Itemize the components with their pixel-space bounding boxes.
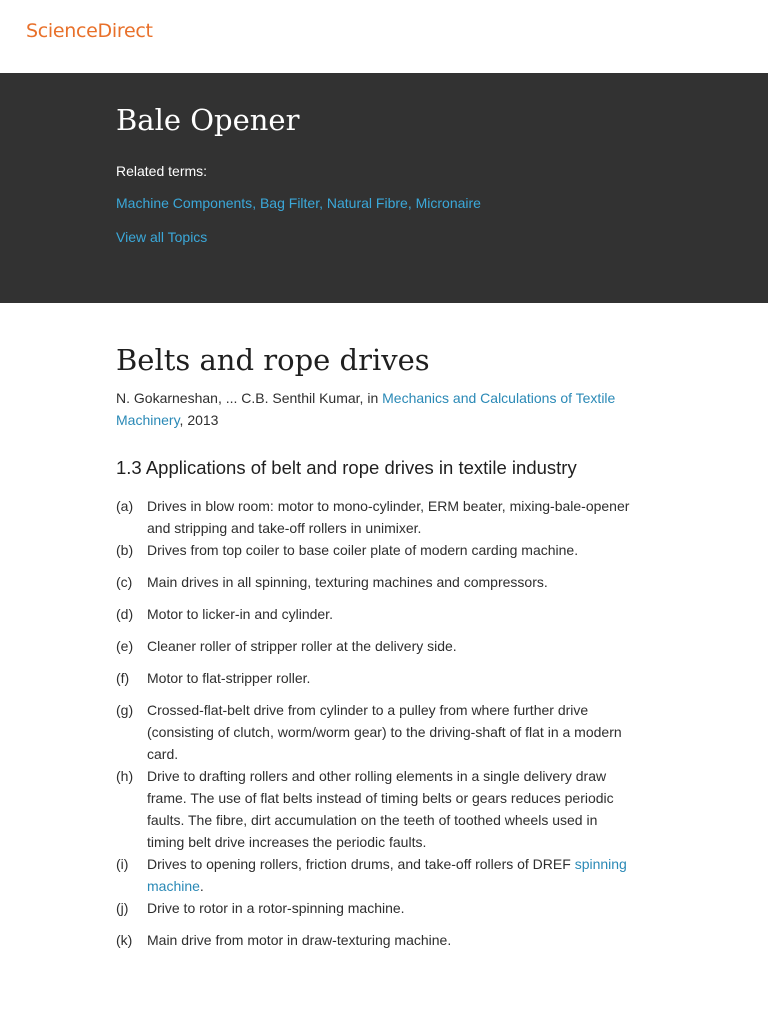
related-term-micronaire[interactable]: Micronaire <box>415 195 481 211</box>
list-item-marker: (k) <box>116 932 133 948</box>
article-content <box>0 303 636 951</box>
list-item <box>116 603 636 625</box>
list-item-text: Drives from top coiler to base coiler plate of modern carding machine. <box>147 542 579 558</box>
article-authors: N. Gokarneshan, ... C.B. Senthil Kumar, in <box>116 390 383 406</box>
list-item <box>116 897 636 919</box>
list-item-marker: (b) <box>116 542 134 558</box>
list-item-text: Main drive from motor in draw-texturing machine. <box>147 932 452 948</box>
list-item-text: Crossed-flat-belt drive from cylinder to a pulley from where further drive (consisting of clutch, worm/worm gear) to the driving-shaft of flat in a modern card. <box>147 702 622 762</box>
related-term-separator: , <box>252 195 260 211</box>
view-all-topics-link[interactable]: View all Topics <box>116 229 208 245</box>
topic-banner <box>0 73 768 303</box>
related-term-separator: , <box>319 195 327 211</box>
article-byline <box>116 387 636 431</box>
related-term-separator: , <box>407 195 416 211</box>
applications-list <box>116 495 636 951</box>
list-item-marker: (e) <box>116 638 134 654</box>
source-book-link[interactable]: Mechanics and Calculations of Textile Machinery <box>116 390 616 428</box>
related-terms-list <box>116 195 481 211</box>
spinning-machine-link[interactable]: spinning machine <box>147 856 627 894</box>
article-title: Belts and rope drives <box>116 343 430 377</box>
sciencedirect-logo[interactable]: ScienceDirect <box>26 20 153 42</box>
list-item <box>116 495 636 539</box>
list-item-text: Cleaner roller of stripper roller at the delivery side. <box>147 638 457 654</box>
list-item-text: Drive to rotor in a rotor-spinning machine. <box>147 900 405 916</box>
list-item <box>116 667 636 689</box>
related-term-machine-components[interactable]: Machine Components <box>116 195 253 211</box>
list-item-marker: (f) <box>116 670 130 686</box>
list-item-marker: (d) <box>116 606 134 622</box>
related-term-bag-filter[interactable]: Bag Filter <box>259 195 320 211</box>
section-heading: 1.3 Applications of belt and rope drives in textile industry <box>116 457 577 478</box>
list-item-text: Motor to flat-stripper roller. <box>147 670 311 686</box>
list-item-marker: (j) <box>116 900 129 916</box>
related-term-natural-fibre[interactable]: Natural Fibre <box>326 195 408 211</box>
list-item <box>116 765 636 853</box>
list-item-marker: (g) <box>116 702 134 718</box>
list-item-marker: (h) <box>116 768 134 784</box>
list-item-marker: (i) <box>116 856 129 872</box>
list-item-text: Motor to licker-in and cylinder. <box>147 606 333 622</box>
list-item-text: Drives to opening rollers, friction drums, and take-off rollers of DREF <box>147 856 575 872</box>
related-terms-label: Related terms: <box>116 163 208 179</box>
list-item-marker: (a) <box>116 498 134 514</box>
list-item-text: Main drives in all spinning, texturing machines and compressors. <box>147 574 548 590</box>
list-item-text: Drive to drafting rollers and other rolling elements in a single delivery draw frame. The use of flat belts instead of timing belts or gears reduces periodic faults. The fibre, dirt accumulation on the teeth of toothed wheels used in timing belt drive increases the periodic faults. <box>147 768 614 850</box>
list-item <box>116 539 636 561</box>
list-item <box>116 699 636 765</box>
list-item-marker: (c) <box>116 574 133 590</box>
list-item <box>116 929 636 951</box>
list-item <box>116 853 636 897</box>
list-item-text: Drives in blow room: motor to mono-cylinder, ERM beater, mixing-bale-opener and stripping and take-off rollers in unimixer. <box>147 498 630 536</box>
article-year: , 2013 <box>179 412 219 428</box>
topic-title: Bale Opener <box>116 103 300 137</box>
list-item-suffix: . <box>199 878 204 894</box>
site-header <box>0 0 768 73</box>
list-item <box>116 635 636 657</box>
list-item <box>116 571 636 593</box>
